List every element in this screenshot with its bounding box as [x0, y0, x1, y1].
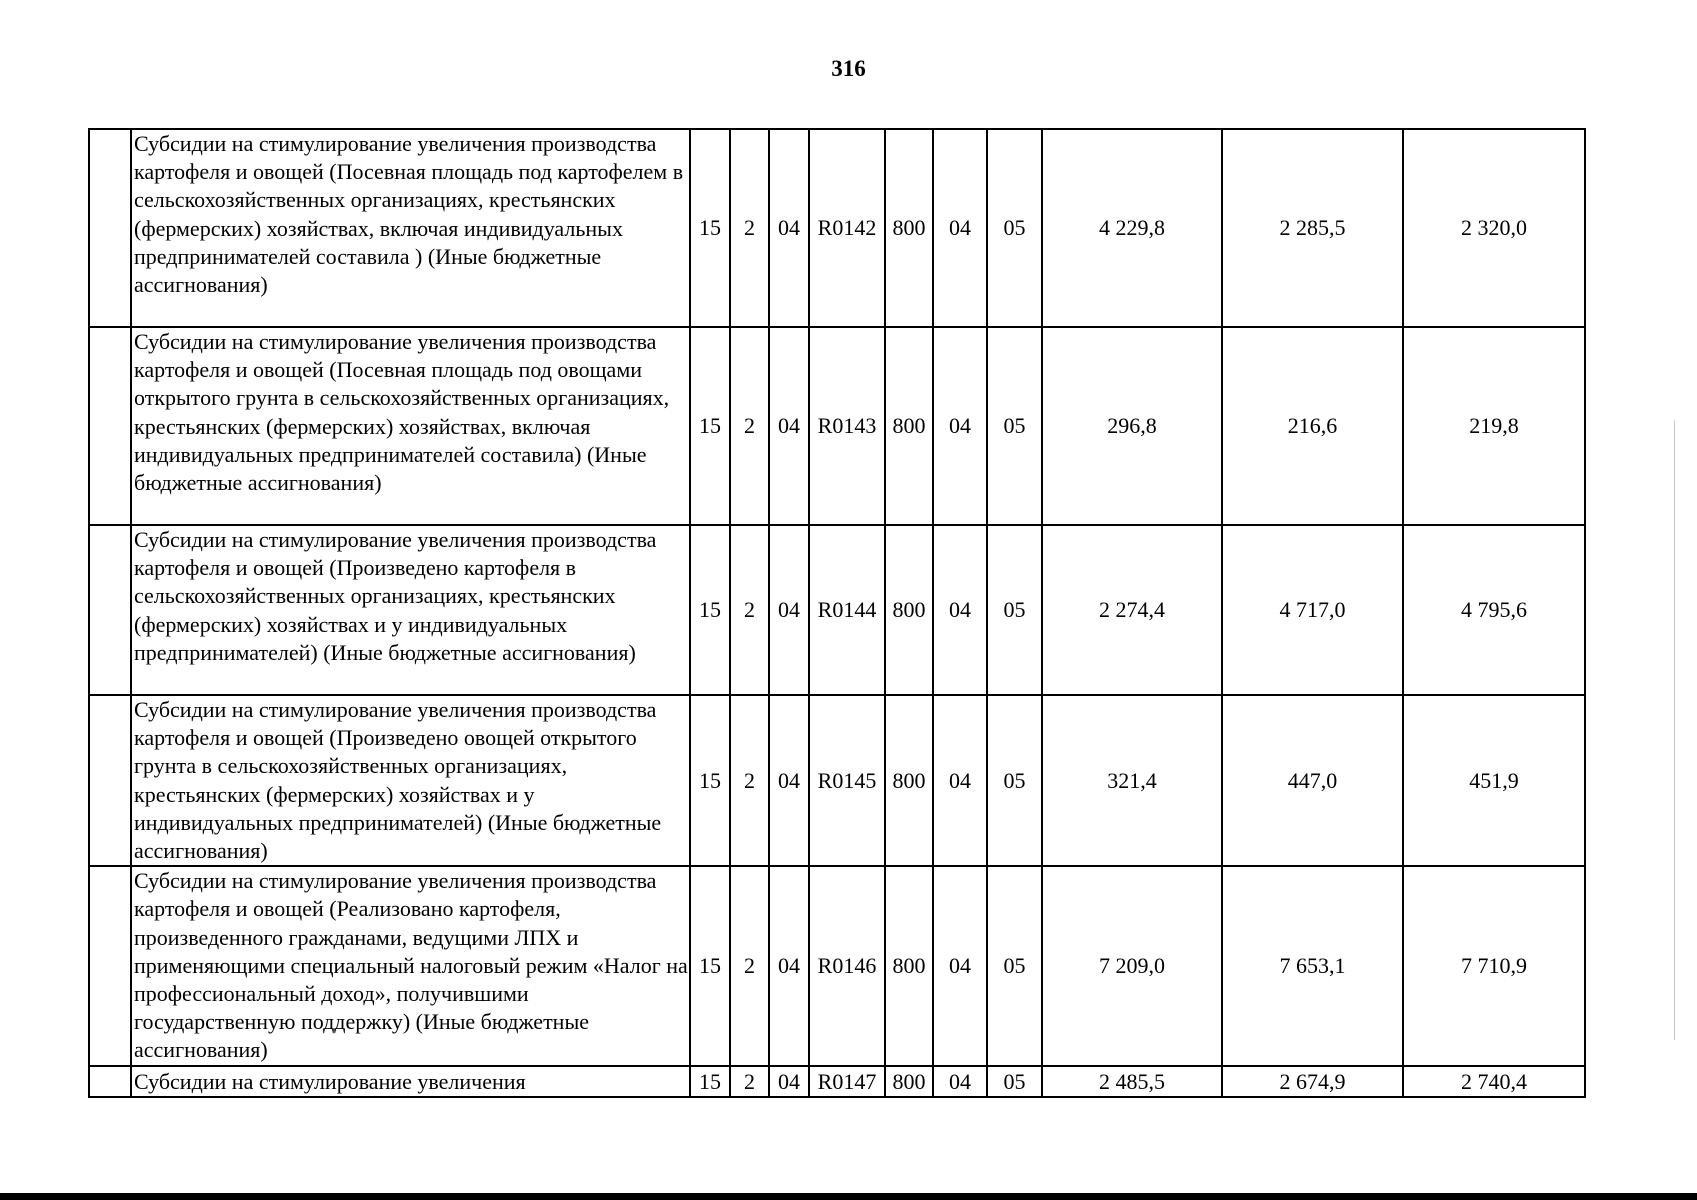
row-number-cell [89, 327, 131, 525]
amount-year2-cell: 2 285,5 [1222, 129, 1403, 327]
amount-year3-cell: 451,9 [1403, 695, 1585, 866]
row-number-cell [89, 695, 131, 866]
budget-table [88, 128, 1586, 1098]
section-cell: 04 [933, 525, 987, 695]
amount-year2-cell: 7 653,1 [1222, 866, 1403, 1065]
description-cell: Субсидии на стимулирование увеличения производства картофеля и овощей (Посевная площадь под овощами открытого грунта в сельскохозяйственных организациях, крестьянских (фермерских) хозяйствах, включая индивидуальных предпринимателей составила) (Иные бюджетные ассигнования) [131, 327, 690, 525]
amount-year1-cell: 321,4 [1042, 695, 1222, 866]
row-number-cell [89, 525, 131, 695]
target-code-cell: R0144 [809, 525, 885, 695]
table-row [89, 327, 1585, 525]
target-code-cell: R0147 [809, 1066, 885, 1097]
expense-type-cell: 800 [885, 525, 933, 695]
section-cell: 04 [933, 327, 987, 525]
scan-bottom-edge [0, 1193, 1697, 1200]
description-cell: Субсидии на стимулирование увеличения производства картофеля и овощей (Посевная площадь под картофелем в сельскохозяйственных организациях, крестьянских (фермерских) хозяйствах, включая индивидуальных предпринимателей составила ) (Иные бюджетные ассигнования) [131, 129, 690, 327]
subprogram-cell: 2 [730, 129, 769, 327]
expense-type-cell: 800 [885, 327, 933, 525]
scan-edge-line [1674, 420, 1675, 1040]
program-cell: 15 [690, 695, 730, 866]
expense-type-cell: 800 [885, 1066, 933, 1097]
amount-year3-cell: 7 710,9 [1403, 866, 1585, 1065]
subsection-cell: 05 [987, 866, 1042, 1065]
subsection-cell: 05 [987, 327, 1042, 525]
table-row [89, 695, 1585, 866]
description-cell: Субсидии на стимулирование увеличения производства картофеля и овощей (Произведено картофеля в сельскохозяйственных организациях, крестьянских (фермерских) хозяйствах и у индивидуальных предпринимателей) (Иные бюджетные ассигнования) [131, 525, 690, 695]
amount-year2-cell: 4 717,0 [1222, 525, 1403, 695]
expense-type-cell: 800 [885, 129, 933, 327]
subsection-cell: 05 [987, 1066, 1042, 1097]
event-cell: 04 [769, 866, 809, 1065]
amount-year2-cell: 216,6 [1222, 327, 1403, 525]
event-cell: 04 [769, 525, 809, 695]
subprogram-cell: 2 [730, 1066, 769, 1097]
subsection-cell: 05 [987, 695, 1042, 866]
subprogram-cell: 2 [730, 866, 769, 1065]
description-cell: Субсидии на стимулирование увеличения [131, 1066, 690, 1097]
table-row [89, 866, 1585, 1065]
subprogram-cell: 2 [730, 327, 769, 525]
amount-year1-cell: 2 274,4 [1042, 525, 1222, 695]
table-row [89, 525, 1585, 695]
amount-year3-cell: 2 740,4 [1403, 1066, 1585, 1097]
page-number: 316 [831, 56, 866, 81]
expense-type-cell: 800 [885, 866, 933, 1065]
program-cell: 15 [690, 327, 730, 525]
table-row [89, 1066, 1585, 1097]
table-body [89, 129, 1585, 1097]
row-number-cell [89, 129, 131, 327]
amount-year3-cell: 4 795,6 [1403, 525, 1585, 695]
target-code-cell: R0142 [809, 129, 885, 327]
description-cell: Субсидии на стимулирование увеличения производства картофеля и овощей (Произведено овощей открытого грунта в сельскохозяйственных организациях, крестьянских (фермерских) хозяйствах и у индивидуальных предпринимателей) (Иные бюджетные ассигнования) [131, 695, 690, 866]
program-cell: 15 [690, 129, 730, 327]
amount-year1-cell: 2 485,5 [1042, 1066, 1222, 1097]
section-cell: 04 [933, 129, 987, 327]
event-cell: 04 [769, 129, 809, 327]
subsection-cell: 05 [987, 525, 1042, 695]
amount-year1-cell: 7 209,0 [1042, 866, 1222, 1065]
subprogram-cell: 2 [730, 695, 769, 866]
subsection-cell: 05 [987, 129, 1042, 327]
amount-year1-cell: 4 229,8 [1042, 129, 1222, 327]
section-cell: 04 [933, 1066, 987, 1097]
target-code-cell: R0143 [809, 327, 885, 525]
description-cell: Субсидии на стимулирование увеличения производства картофеля и овощей (Реализовано картофеля, произведенного гражданами, ведущими ЛПХ и применяющими специальный налоговый режим «Налог на профессиональный доход», получившими государственную поддержку) (Иные бюджетные ассигнования) [131, 866, 690, 1065]
amount-year3-cell: 219,8 [1403, 327, 1585, 525]
program-cell: 15 [690, 1066, 730, 1097]
expense-type-cell: 800 [885, 695, 933, 866]
amount-year2-cell: 447,0 [1222, 695, 1403, 866]
amount-year3-cell: 2 320,0 [1403, 129, 1585, 327]
row-number-cell [89, 1066, 131, 1097]
event-cell: 04 [769, 1066, 809, 1097]
amount-year2-cell: 2 674,9 [1222, 1066, 1403, 1097]
target-code-cell: R0146 [809, 866, 885, 1065]
section-cell: 04 [933, 695, 987, 866]
event-cell: 04 [769, 695, 809, 866]
table-row [89, 129, 1585, 327]
section-cell: 04 [933, 866, 987, 1065]
target-code-cell: R0145 [809, 695, 885, 866]
row-number-cell [89, 866, 131, 1065]
event-cell: 04 [769, 327, 809, 525]
program-cell: 15 [690, 525, 730, 695]
program-cell: 15 [690, 866, 730, 1065]
subprogram-cell: 2 [730, 525, 769, 695]
amount-year1-cell: 296,8 [1042, 327, 1222, 525]
